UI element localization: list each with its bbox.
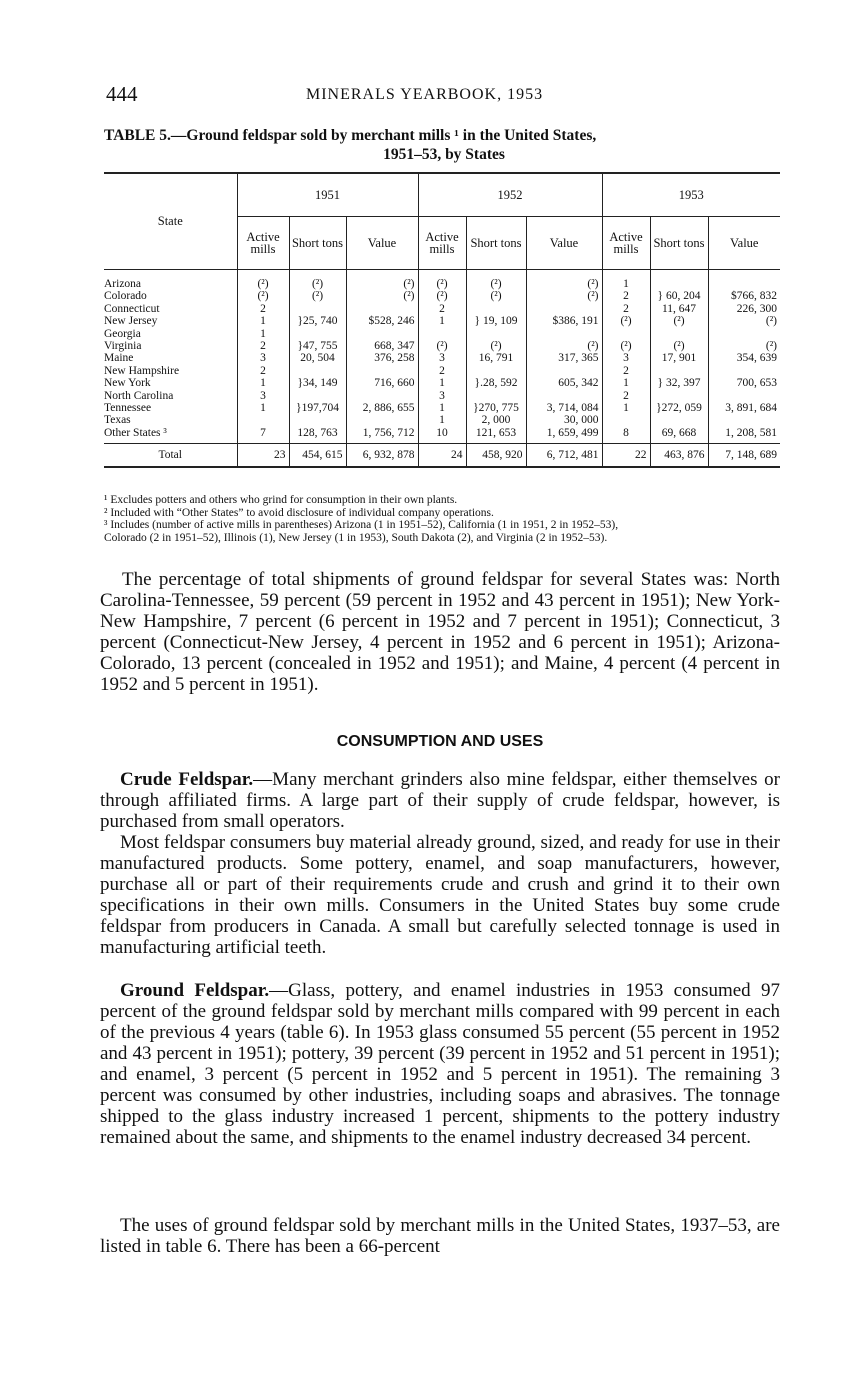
- year-header-1951: 1951: [237, 173, 418, 217]
- table-cell: 2: [260, 364, 266, 377]
- table-cell: } 32, 397: [657, 377, 701, 390]
- table-cell: Virginia: [104, 339, 142, 352]
- table-cell: [654, 414, 705, 426]
- page-number: 444: [106, 82, 138, 106]
- table-cell: [470, 328, 523, 340]
- col-1951-mills: [237, 270, 289, 444]
- total-cell: 22: [602, 444, 650, 468]
- footnote-3-continued: Colorado (2 in 1951–52), Illinois (1), New Jersey (1 in 1953), South Dakota (2), and Virginia (2 in 1952–53).: [104, 531, 608, 544]
- table-footnotes: [104, 494, 784, 544]
- table-cell: [293, 390, 343, 402]
- table-cell: }197,704: [296, 401, 339, 414]
- table-cell: 1, 208, 581: [725, 426, 777, 439]
- table-cell: 128, 763: [297, 426, 338, 439]
- footnote-2: ² Included with “Other States” to avoid disclosure of individual company operations.: [104, 506, 494, 519]
- paragraph-text: —Many merchant grinders also mine feldspar, either themselves or through affiliated firms. A large part of their supply of crude feldspar, however, is purchased from small operators.: [100, 769, 780, 832]
- table-cell: (²): [620, 315, 632, 328]
- col-1952-mills: [418, 270, 466, 444]
- table-cell: (²): [587, 290, 599, 303]
- table-cell: [712, 328, 778, 340]
- feldspar-table: [104, 172, 780, 468]
- table-cell: (²): [587, 278, 599, 290]
- table-cell: 1: [439, 315, 445, 328]
- page-header: [106, 82, 786, 108]
- table-cell: 2: [623, 364, 629, 377]
- table-cell: (²): [403, 290, 415, 303]
- subheader-mills: Active mills: [602, 217, 650, 270]
- year-header-1952: 1952: [418, 173, 602, 217]
- table-cell: [606, 328, 647, 340]
- paragraph-state-percentages: The percentage of total shipments of ground feldspar for several States was: North Carolina-Tennessee, 59 percent (59 percent in 1952 and 43 percent in 1951); New York-New Hampshire, 7 percent (6 percent in 1952 and 7 percent in 1951); Connecticut, 3 percent (Connecticut-New Jersey, 4 percent in 1952 and 6 percent in 1951); Arizona-Colorado, 13 percent (concealed in 1952 and 1951); and Maine, 4 percent (4 percent in 1952 and 5 percent in 1951).: [100, 569, 780, 695]
- table-cell: 1, 659, 499: [546, 426, 599, 439]
- total-cell: 458, 920: [466, 444, 526, 468]
- table-cell: [712, 390, 778, 402]
- table-cell: 1: [260, 327, 266, 340]
- table-cell: 226, 300: [736, 302, 777, 315]
- table-cell: [530, 390, 599, 402]
- table-cell: }270, 775: [473, 401, 519, 414]
- subheader-mills: Active mills: [418, 217, 466, 270]
- total-cell: 6, 932, 878: [346, 444, 418, 468]
- table-cell: (²): [587, 339, 599, 352]
- table-cell: 2, 000: [481, 414, 511, 427]
- table-cell: 668, 347: [374, 339, 415, 352]
- total-cell: 6, 712, 481: [526, 444, 602, 468]
- table-cell: (²): [765, 339, 777, 352]
- table-title-line1: TABLE 5.—Ground feldspar sold by merchant mills ¹ in the United States,: [104, 127, 597, 144]
- table-cell: 69, 668: [661, 426, 697, 439]
- table-cell: (²): [257, 278, 269, 290]
- col-1952-tons: [466, 270, 526, 444]
- section-heading: CONSUMPTION AND USES: [336, 733, 544, 750]
- table-cell: [350, 303, 415, 315]
- table-cell: [470, 390, 523, 402]
- table-cell: 3: [439, 389, 445, 402]
- col-1951-tons: [289, 270, 346, 444]
- col-1953-value: [708, 270, 780, 444]
- table-cell: [654, 365, 705, 377]
- table-cell: (²): [436, 339, 448, 352]
- table-cell: [606, 414, 647, 426]
- table-cell: } 19, 109: [474, 315, 518, 328]
- table-cell: Maine: [104, 352, 134, 365]
- table-cell: (²): [673, 339, 685, 352]
- table-cell: Tennessee: [104, 401, 152, 414]
- col-1953-mills: [602, 270, 650, 444]
- table-cell: 1: [623, 278, 629, 290]
- running-title: MINERALS YEARBOOK, 1953: [306, 86, 544, 103]
- table-cell: 3, 714, 084: [546, 401, 599, 414]
- table-cell: 30, 000: [564, 414, 599, 427]
- table-cell: (²): [673, 315, 685, 328]
- table-cell: [350, 390, 415, 402]
- table-cell: [654, 328, 705, 340]
- subheader-value: Value: [708, 217, 780, 270]
- table-cell: 1: [260, 401, 266, 414]
- table-cell: Colorado: [104, 290, 147, 303]
- table-cell: 1: [439, 377, 445, 390]
- table-cell: [241, 414, 286, 426]
- table-cell: 2: [260, 302, 266, 315]
- table-cell: 1: [260, 377, 266, 390]
- table-cell: [530, 303, 599, 315]
- state-names: [104, 270, 237, 444]
- table-cell: Georgia: [104, 327, 141, 340]
- table-cell: $386, 191: [552, 315, 599, 328]
- table-cell: [712, 414, 778, 426]
- table-cell: 317, 365: [558, 352, 599, 365]
- table-cell: (²): [436, 290, 448, 303]
- table-cell: [654, 390, 705, 402]
- total-cell: 454, 615: [289, 444, 346, 468]
- runin-heading: Crude Feldspar.: [120, 769, 254, 790]
- paragraph-uses: The uses of ground feldspar sold by merchant mills in the United States, 1937–53, are listed in table 6. There has been a 66-percent: [100, 1215, 780, 1257]
- subheader-tons: Short tons: [650, 217, 708, 270]
- table-cell: Texas: [104, 414, 131, 427]
- table-cell: 1: [623, 377, 629, 390]
- table-cell: $766, 832: [731, 290, 777, 303]
- paragraph-crude-feldspar: [100, 769, 780, 832]
- table-cell: (²): [436, 278, 448, 290]
- table-cell: 1: [439, 414, 445, 427]
- table-cell: } 60, 204: [657, 290, 701, 303]
- table-cell: 16, 791: [478, 352, 514, 365]
- table-cell: }.28, 592: [474, 377, 518, 390]
- table-cell: [712, 278, 778, 290]
- total-cell: 463, 876: [650, 444, 708, 468]
- table-cell: 2: [623, 302, 629, 315]
- table-cell: [350, 328, 415, 340]
- table-cell: 2: [623, 290, 629, 303]
- table-cell: 8: [623, 426, 629, 439]
- table-cell: Arizona: [104, 278, 142, 290]
- table-cell: [350, 365, 415, 377]
- paragraph-consumers: Most feldspar consumers buy material already ground, sized, and ready for use in their manufactured products. Some pottery, enamel, and soap manufacturers, however, purchase all or part of their requirements crude and crush and grind it to their own specifications in their own mills. Consumers in the United States buy some crude feldspar from producers in Canada. A small but carefully selected tonnage is used in manufacturing artificial teeth.: [100, 832, 780, 958]
- table-cell: [470, 303, 523, 315]
- col-1951-value: [346, 270, 418, 444]
- table-cell: 11, 647: [661, 302, 697, 315]
- col-1953-tons: [650, 270, 708, 444]
- table-cell: 376, 258: [374, 352, 415, 365]
- table-cell: 121, 653: [475, 426, 517, 439]
- total-cell: 23: [237, 444, 289, 468]
- year-header-1953: 1953: [602, 173, 780, 217]
- table-cell: 2: [439, 364, 445, 377]
- table-cell: 3: [260, 389, 266, 402]
- total-cell: 24: [418, 444, 466, 468]
- runin-heading: Ground Feldspar.: [120, 980, 270, 1001]
- total-row: [104, 444, 780, 468]
- table-cell: 3: [623, 352, 629, 365]
- table-cell: [530, 328, 599, 340]
- table-cell: New York: [104, 377, 151, 390]
- table-cell: 605, 342: [558, 377, 599, 390]
- footnote-1: ¹ Excludes potters and others who grind for consumption in their own plants.: [104, 494, 458, 506]
- table-cell: 716, 660: [374, 377, 415, 390]
- table-cell: (²): [765, 315, 777, 328]
- table-body-row: [104, 270, 780, 444]
- table-cell: [712, 365, 778, 377]
- table-cell: [422, 328, 463, 340]
- table-cell: 1, 756, 712: [362, 426, 415, 439]
- table-cell: [293, 303, 343, 315]
- table-cell: 2: [439, 302, 445, 315]
- table-cell: [350, 414, 415, 426]
- table-cell: 17, 901: [661, 352, 697, 365]
- table-cell: }25, 740: [297, 315, 338, 328]
- table-cell: (²): [403, 278, 415, 290]
- table-cell: (²): [620, 339, 632, 352]
- paragraph-text: —Glass, pottery, and enamel industries in 1953 consumed 97 percent of the ground feldspar sold by merchant mills compared with 99 percent in each of the previous 4 years (table 6). In 1953 glass consumed 55 percent (55 percent in 1952 and 43 percent in 1951); pottery, 39 percent (39 percent in 1952 and 51 percent in 1951); and enamel, 3 percent (5 percent in 1952 and 5 percent in 1951). The remaining 3 percent was consumed by other industries, including soaps and abrasives. The tonnage shipped to the glass industry increased 1 percent, shipments to the pottery industry remained about the same, and shipments to the enamel industry decreased 34 percent.: [100, 980, 780, 1148]
- table-cell: 2: [623, 389, 629, 402]
- paragraph-ground-feldspar: [100, 980, 780, 1148]
- total-label: Total: [104, 444, 237, 468]
- table-cell: Connecticut: [104, 302, 160, 315]
- table-cell: (²): [490, 278, 502, 290]
- table-cell: 2: [260, 339, 266, 352]
- table-cell: [293, 414, 343, 426]
- table-title-line2: 1951–53, by States: [383, 146, 505, 163]
- table-cell: 1: [623, 401, 629, 414]
- total-cell: 7, 148, 689: [708, 444, 780, 468]
- table-cell: 3, 891, 684: [725, 401, 777, 414]
- table-cell: (²): [257, 290, 269, 303]
- table-cell: }272, 059: [656, 401, 702, 414]
- subheader-tons: Short tons: [289, 217, 346, 270]
- table-cell: }47, 755: [297, 339, 338, 352]
- subheader-tons: Short tons: [466, 217, 526, 270]
- table-cell: (²): [490, 290, 502, 303]
- state-column-header: State: [104, 173, 237, 270]
- table-title: [104, 126, 784, 164]
- subheader-value: Value: [346, 217, 418, 270]
- table-cell: [293, 365, 343, 377]
- table-cell: 20, 504: [300, 352, 335, 365]
- table-cell: [530, 365, 599, 377]
- table-cell: $528, 246: [368, 315, 415, 328]
- table-cell: 1: [439, 401, 445, 414]
- subheader-value: Value: [526, 217, 602, 270]
- table-cell: 7: [260, 426, 266, 439]
- table-cell: 10: [436, 426, 448, 439]
- table-cell: [470, 365, 523, 377]
- table-cell: 3: [439, 352, 445, 365]
- footnote-3: ³ Includes (number of active mills in parentheses) Arizona (1 in 1951–52), California (1 in 1951, 2 in 1952–53),: [104, 519, 619, 531]
- subheader-mills: Active mills: [237, 217, 289, 270]
- table-cell: New Jersey: [104, 315, 158, 328]
- col-1952-value: [526, 270, 602, 444]
- table-cell: (²): [311, 290, 324, 303]
- table-cell: [654, 278, 705, 290]
- table-cell: 3: [260, 352, 266, 365]
- table-cell: New Hampshire: [104, 364, 180, 377]
- table-cell: [293, 328, 343, 340]
- table-cell: (²): [490, 339, 502, 352]
- table-cell: 700, 653: [736, 377, 777, 390]
- table-cell: 354, 639: [736, 352, 777, 365]
- table-cell: (²): [311, 278, 324, 290]
- table-cell: Other States ³: [104, 426, 167, 439]
- table-cell: North Carolina: [104, 389, 174, 402]
- table-cell: 1: [260, 315, 266, 328]
- table-cell: 2, 886, 655: [362, 401, 415, 414]
- table-cell: }34, 149: [297, 377, 338, 390]
